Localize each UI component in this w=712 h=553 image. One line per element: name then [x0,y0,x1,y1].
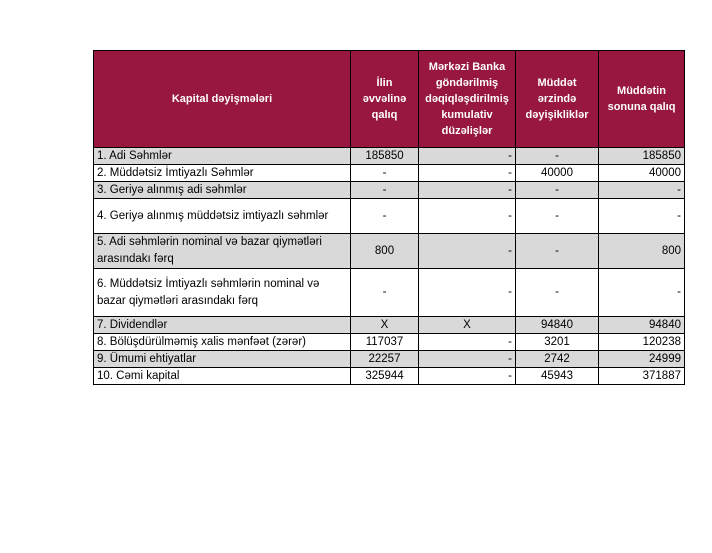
cell-adjustment: - [419,234,516,269]
cell-change: - [516,199,599,234]
table-row [94,148,685,165]
cell-adjustment: - [419,334,516,351]
cell-closing: 185850 [599,148,685,165]
header-period-changes: Müddət ərzində dəyişikliklər [516,51,599,148]
cell-adjustment: - [419,182,516,199]
cell-opening: 325944 [351,368,419,385]
cell-change: - [516,234,599,269]
cell-closing: - [599,182,685,199]
cell-opening: 117037 [351,334,419,351]
capital-changes-table [93,50,685,385]
cell-closing: 371887 [599,368,685,385]
table-row [94,165,685,182]
cell-adjustment: - [419,148,516,165]
table-row [94,199,685,234]
header-closing-balance: Müddətin sonuna qalıq [599,51,685,148]
table-row [94,182,685,199]
cell-closing: - [599,269,685,317]
table-row [94,269,685,317]
cell-change: 94840 [516,317,599,334]
cell-closing: - [599,199,685,234]
cell-change: 40000 [516,165,599,182]
table-row [94,334,685,351]
cell-closing: 800 [599,234,685,269]
table-row [94,317,685,334]
cell-opening: 185850 [351,148,419,165]
cell-opening: - [351,199,419,234]
row-label: 7. Dividendlər [94,317,351,334]
table-row [94,234,685,269]
cell-change: - [516,269,599,317]
row-label: 3. Geriyə alınmış adi səhmlər [94,182,351,199]
cell-closing: 40000 [599,165,685,182]
cell-closing: 24999 [599,351,685,368]
cell-adjustment: - [419,199,516,234]
header-opening-balance: İlin əvvəlinə qalıq [351,51,419,148]
cell-closing: 94840 [599,317,685,334]
row-label: 4. Geriyə alınmış müddətsiz imtiyazlı səhmlər [94,199,351,234]
header-cumulative-adjustments: Mərkəzi Banka göndərilmiş dəqiqləşdirilmiş kumulativ düzəlişlər [419,51,516,148]
cell-adjustment: X [419,317,516,334]
row-label: 9. Ümumi ehtiyatlar [94,351,351,368]
cell-opening: 22257 [351,351,419,368]
cell-adjustment: - [419,351,516,368]
cell-opening: - [351,165,419,182]
row-label: 6. Müddətsiz İmtiyazlı səhmlərin nominal və bazar qiymətləri arasındakı fərq [94,269,351,317]
cell-adjustment: - [419,165,516,182]
row-label: 2. Müddətsiz İmtiyazlı Səhmlər [94,165,351,182]
cell-change: 3201 [516,334,599,351]
row-label: 5. Adi səhmlərin nominal və bazar qiymətləri arasındakı fərq [94,234,351,269]
cell-adjustment: - [419,269,516,317]
row-label: 8. Bölüşdürülməmiş xalis mənfəət (zərər) [94,334,351,351]
cell-change: - [516,182,599,199]
table-row [94,351,685,368]
cell-opening: 800 [351,234,419,269]
cell-change: 45943 [516,368,599,385]
cell-change: 2742 [516,351,599,368]
row-label: 10. Cəmi kapital [94,368,351,385]
cell-adjustment: - [419,368,516,385]
row-label: 1. Adi Səhmlər [94,148,351,165]
cell-opening: X [351,317,419,334]
table-row-total [94,368,685,385]
cell-closing: 120238 [599,334,685,351]
header-capital-changes: Kapital dəyişmələri [94,51,351,148]
cell-change: - [516,148,599,165]
cell-opening: - [351,182,419,199]
table-header-row [94,51,685,148]
cell-opening: - [351,269,419,317]
